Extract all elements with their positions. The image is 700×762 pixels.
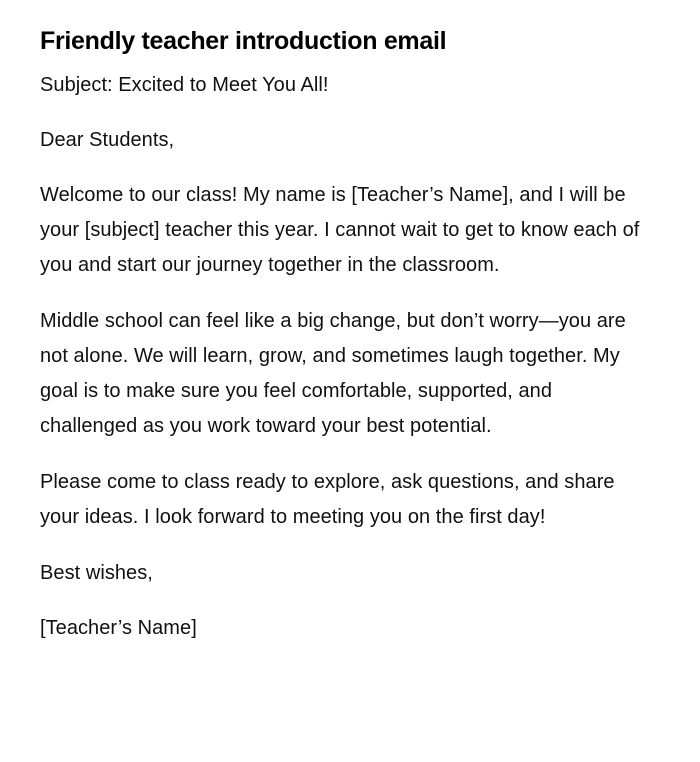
document-title: Friendly teacher introduction email	[40, 27, 447, 55]
email-paragraph-class-ready: Please come to class ready to explore, ask questions, and share your ideas. I look forward to meeting you on the first day!	[40, 471, 615, 528]
email-subject-line: Subject: Excited to Meet You All!	[40, 74, 329, 96]
email-paragraph-middle-school: Middle school can feel like a big change, but don’t worry—you are not alone. We will learn, grow, and sometimes laugh together. My goal is to make sure you feel comfortable, supported, and challenged as you work toward your best potential.	[40, 310, 626, 437]
email-paragraph-welcome: Welcome to our class! My name is [Teacher’s Name], and I will be your [subject] teacher this year. I cannot wait to get to know each of you and start our journey together in the classroom.	[40, 184, 640, 276]
email-greeting: Dear Students,	[40, 129, 175, 151]
email-closing: Best wishes,	[40, 562, 153, 584]
email-document	[40, 22, 650, 666]
email-signature: [Teacher’s Name]	[40, 617, 197, 639]
